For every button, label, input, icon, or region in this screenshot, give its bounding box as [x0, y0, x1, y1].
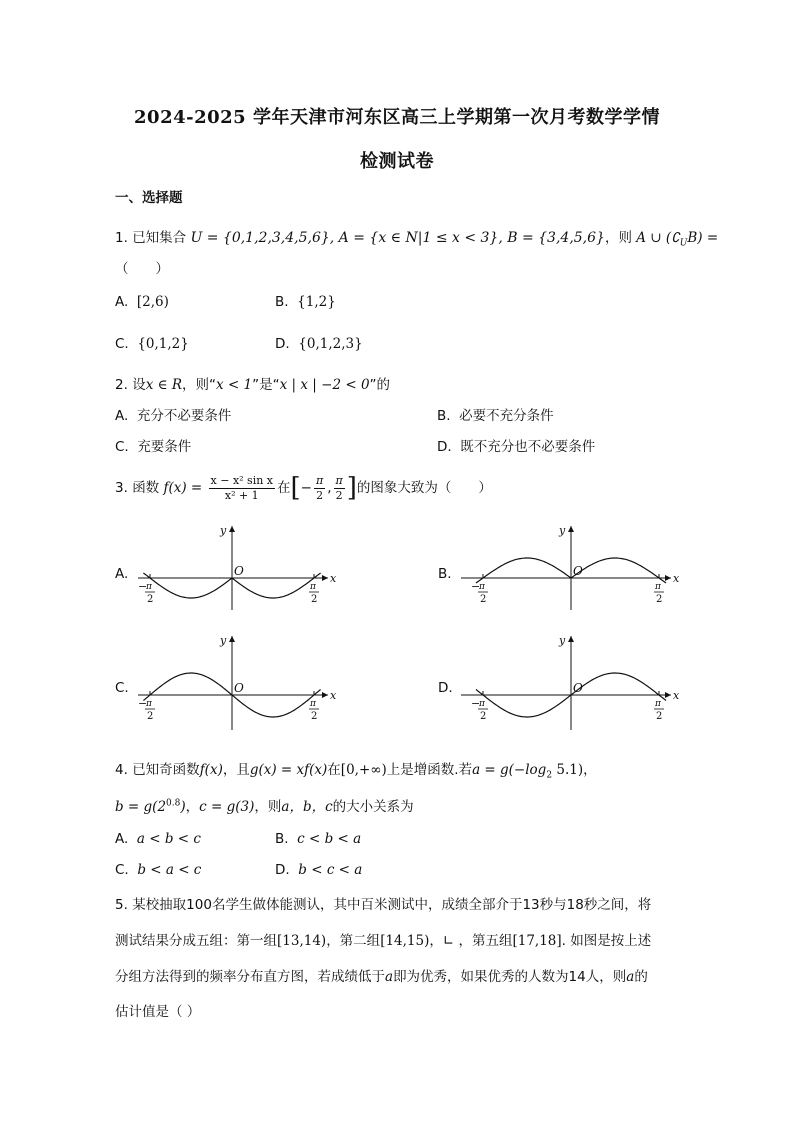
tick-label-pi: π: [146, 699, 152, 709]
graph-d: [453, 630, 683, 732]
tick-label-minus: −: [138, 580, 148, 593]
option-d: D. 既不充分也不必要条件: [437, 439, 596, 455]
option-b: B. 必要不充分条件: [437, 408, 554, 424]
graph-label-b: B.: [438, 566, 452, 582]
question-4-stem-line2: $b = g(2^{0.8})$，c = g(3)，则a，b，c的大小关系为: [115, 798, 414, 815]
tick-label-two: 2: [480, 711, 487, 722]
tick-label-two: 2: [480, 594, 487, 605]
graph-c: [130, 630, 340, 732]
question-5-line2: 测试结果分成五组：第一组[13,14)，第二组[14,15)，∟ ，第五组[17,18]. 如图是按上述: [115, 933, 652, 949]
set-expression: A ∪ $(∁_UB)$ =: [636, 230, 719, 249]
option-c: C. {0,1,2}: [115, 336, 189, 352]
y-axis-arrow-icon: [229, 526, 235, 532]
tick-label-minus: −: [471, 580, 481, 593]
y-axis-arrow-icon: [229, 636, 235, 642]
origin-label: O: [234, 681, 244, 695]
y-axis-label: y: [559, 524, 566, 537]
y-axis-label: y: [220, 524, 227, 537]
tick-label-two: 2: [311, 594, 318, 605]
question-5-line3: 分组方法得到的频率分布直方图，若成绩低于a即为优秀，如果优秀的人数为14人，则a的: [115, 969, 648, 985]
x-axis-label: x: [330, 572, 337, 585]
origin-label: O: [573, 681, 583, 695]
graph-label-a: A.: [115, 566, 129, 582]
tick-label-pi: π: [146, 582, 152, 592]
tick-label-two: 2: [147, 594, 154, 605]
x-axis-arrow-icon: [665, 692, 671, 698]
option-d: D. {0,1,2,3}: [275, 336, 363, 352]
option-c: C. 充要条件: [115, 439, 192, 455]
origin-label: O: [573, 564, 583, 578]
y-axis-label: y: [220, 634, 227, 647]
question-text: 已知集合: [132, 230, 187, 246]
option-b: B. c < b < a: [275, 831, 362, 847]
y-axis-arrow-icon: [568, 636, 574, 642]
question-1-stem: [115, 226, 718, 249]
option-d: D. b < c < a: [275, 862, 363, 878]
tick-label-pi: π: [655, 699, 661, 709]
graph-label-d: D.: [438, 680, 453, 696]
tick-label-pi: π: [310, 699, 316, 709]
option-a: A. [2,6): [115, 294, 169, 310]
graph-label-c: C.: [115, 680, 129, 696]
y-axis-arrow-icon: [568, 526, 574, 532]
tick-label-two: 2: [656, 711, 663, 722]
section-heading: 一、选择题: [115, 190, 183, 206]
exam-title-line1: 2024-2025 学年天津市河东区高三上学期第一次月考数学学情: [134, 107, 660, 128]
origin-label: O: [234, 564, 244, 578]
x-axis-arrow-icon: [322, 575, 328, 581]
question-5-line4: 估计值是（ ）: [115, 1004, 201, 1020]
x-axis-arrow-icon: [665, 575, 671, 581]
function-fraction: $\frac{\text{x − x² sin x}}{\text{x² + 1}}$: [210, 473, 274, 502]
x-axis-label: x: [673, 572, 680, 585]
tick-label-minus: −: [471, 697, 481, 710]
set-definitions: U = {0,1,2,3,4,5,6}, A = {x ∈ N|1 ≤ x < 3}, B = {3,4,5,6}: [190, 230, 605, 246]
tick-label-pi: π: [310, 582, 316, 592]
option-a: A. 充分不必要条件: [115, 408, 232, 424]
x-axis-label: x: [673, 689, 680, 702]
tick-label-two: 2: [147, 711, 154, 722]
y-axis-label: y: [559, 634, 566, 647]
tick-label-minus: −: [138, 697, 148, 710]
tick-label-two: 2: [656, 594, 663, 605]
exam-title-line2: 检测试卷: [360, 151, 434, 172]
tick-label-pi: π: [479, 699, 485, 709]
question-2-stem: 2. 设x ∈ R，则“x < 1”是“x | x | −2 < 0”的: [115, 377, 391, 393]
option-c: C. b < a < c: [115, 862, 202, 878]
question-4-stem: 4. 已知奇函数f(x)，且g(x) = xf(x)在[0,+∞)上是增函数.若$a = g(-\log_2$ 5.1)，: [115, 762, 597, 781]
answer-blank: （ ）: [115, 261, 169, 277]
option-a: A. a < b < c: [115, 831, 201, 847]
option-b: B. {1,2}: [275, 294, 336, 310]
graph-a: [130, 520, 340, 612]
x-axis-arrow-icon: [322, 692, 328, 698]
x-axis-label: x: [330, 689, 337, 702]
tick-label-two: 2: [311, 711, 318, 722]
question-3-stem: 3. 函数 f(x) = $\frac{\text{x − x² sin x}}{\text{x² + 1}}$ 在[− $\frac{\pi}{2}$ , $\frac{\pi}{2}$ ]的图象大致为（ ）: [115, 473, 492, 503]
question-5-line1: 5. 某校抽取100名学生做体能测认，其中百米测试中，成绩全部介于13秒与18秒之间，将: [115, 897, 652, 913]
graph-b: [453, 520, 683, 612]
tick-label-pi: π: [655, 582, 661, 592]
tick-label-pi: π: [479, 582, 485, 592]
question-number: 1.: [115, 230, 128, 246]
question-text: ，则: [604, 230, 632, 246]
